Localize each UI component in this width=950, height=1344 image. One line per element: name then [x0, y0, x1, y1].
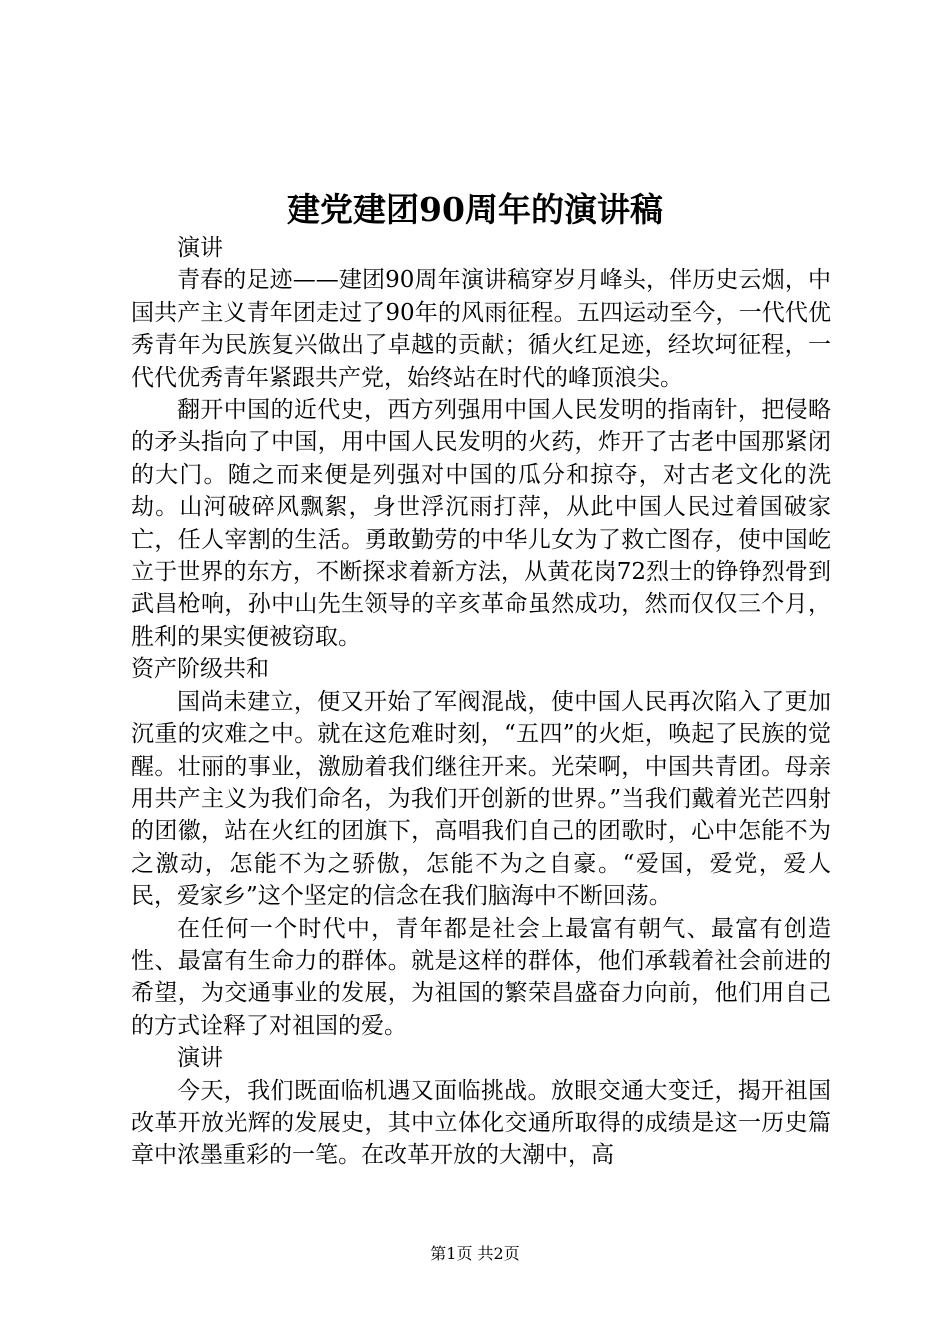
paragraph-5: 国尚未建立，便又开始了军阀混战，使中国人民再次陷入了更加沉重的灾难之中。就在这危难时刻，“五四”的火炬，唤起了民族的觉醒。壮丽的事业，激励着我们继往开来。光荣啊，中国共青团。母亲用共产主义为我们命名，为我们开创新的世界。”当我们戴着光芒四射的团徽，站在火红的团旗下，高唱我们自己的团歌时，心中怎能不为之激动，怎能不为之骄傲，怎能不为之自豪。“爱国，爱党，爱人民，爱家乡”这个坚定的信念在我们脑海中不断回荡。	[131, 688, 831, 910]
document-body	[131, 232, 831, 1172]
paragraph-2: 青春的足迹——建团90周年演讲稿穿岁月峰头，伴历史云烟，中国共产主义青年团走过了90年的风雨征程。五四运动至今，一代代优秀青年为民族复兴做出了卓越的贡献；循火红足迹，经坎坷征程，一代代优秀青年紧跟共产党，始终站在时代的峰顶浪尖。	[131, 267, 831, 391]
paragraph-3: 翻开中国的近代史，西方列强用中国人民发明的指南针，把侵略的矛头指向了中国，用中国人民发明的火药，炸开了古老中国那紧闭的大门。随之而来便是列强对中国的瓜分和掠夺，对古老文化的洗劫。山河破碎风飘絮，身世浮沉雨打萍，从此中国人民过着国破家亡，任人宰割的生活。勇敢勤劳的中华儿女为了救亡图存，使中国屹立于世界的东方，不断探求着新方法，从黄花岗72烈士的铮铮烈骨到武昌枪响，孙中山先生领导的辛亥革命虽然成功，然而仅仅三个月，胜利的果实便被窃取。	[131, 397, 831, 650]
paragraph-8: 今天，我们既面临机遇又面临挑战。放眼交通大变迁，揭开祖国改革开放光辉的发展史，其中立体化交通所取得的成绩是这一历史篇章中浓墨重彩的一笔。在改革开放的大潮中，高	[131, 1077, 831, 1169]
page-title: 建党建团90周年的演讲稿	[287, 190, 663, 229]
page-footer: 第1页 共2页	[430, 1244, 520, 1263]
paragraph-4: 资产阶级共和	[131, 656, 269, 683]
paragraph-6: 在任何一个时代中，青年都是社会上最富有朝气、最富有创造性、最富有生命力的群体。就是这样的群体，他们承载着社会前进的希望，为交通事业的发展，为祖国的繁荣昌盛奋力向前，他们用自己的方式诠释了对祖国的爱。	[131, 915, 831, 1039]
paragraph-7: 演讲	[177, 1045, 223, 1072]
paragraph-1: 演讲	[177, 235, 223, 261]
